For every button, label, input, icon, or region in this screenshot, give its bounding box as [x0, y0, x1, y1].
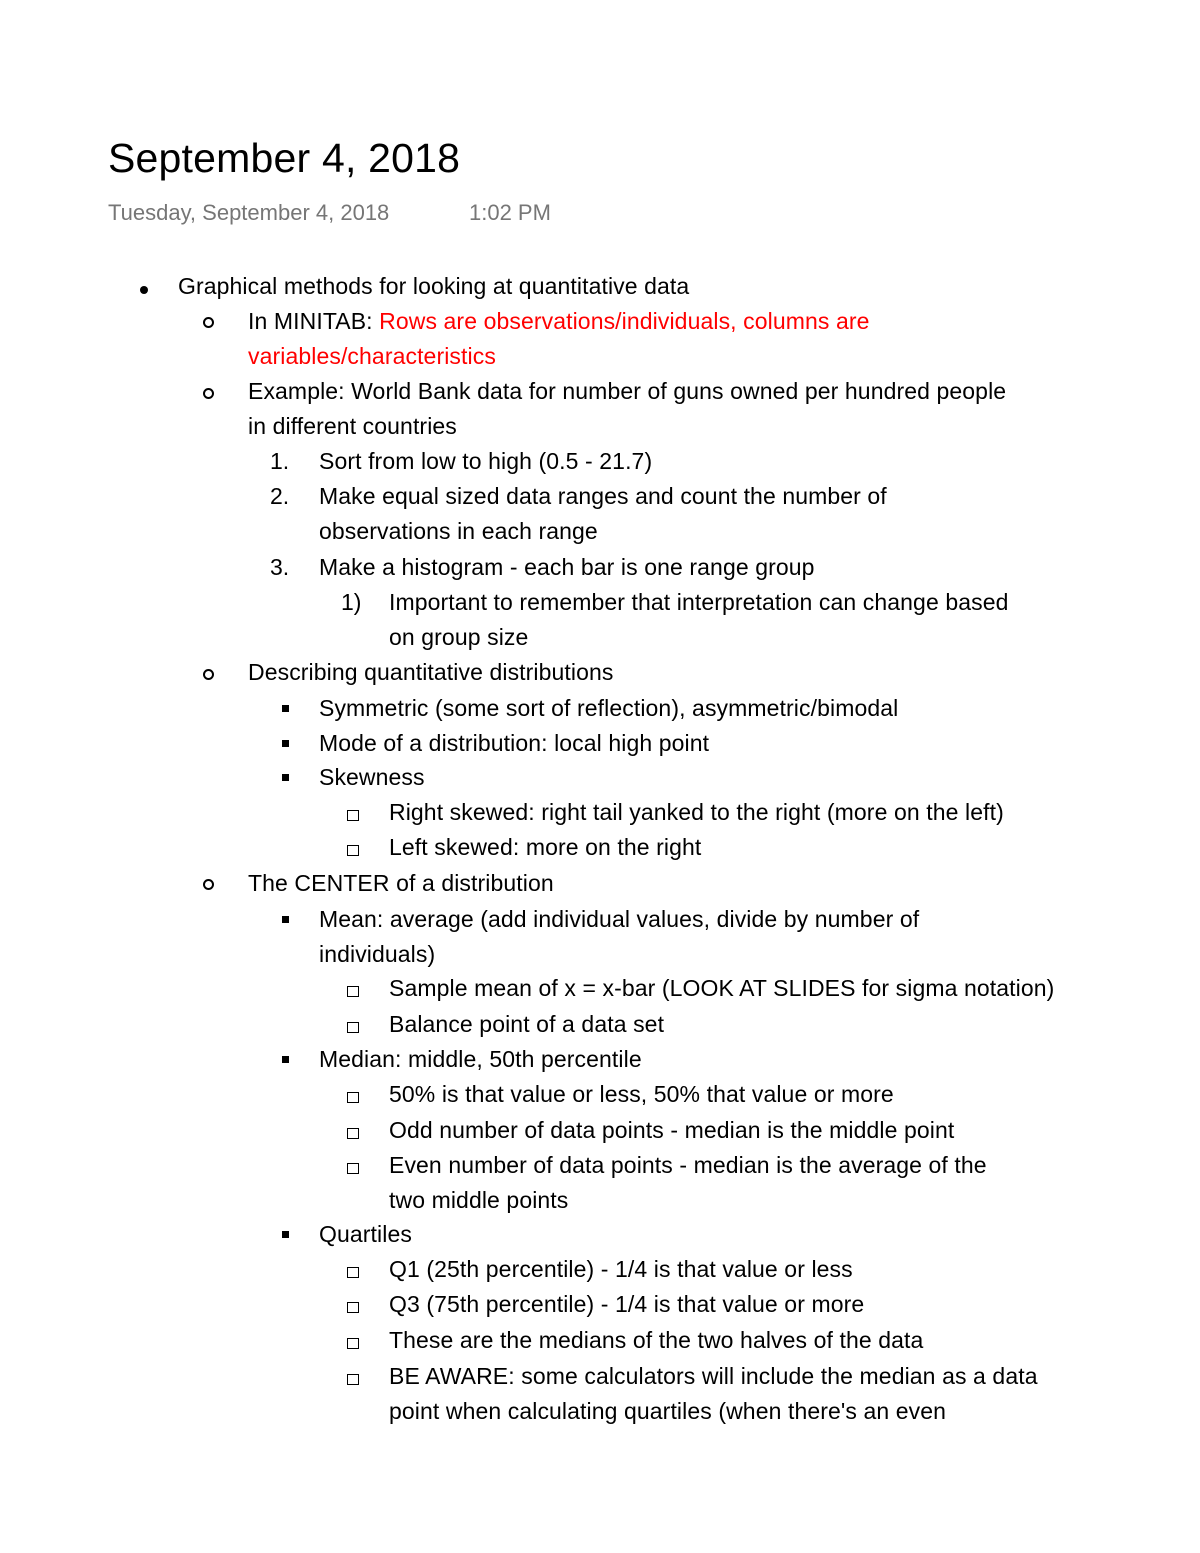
note-line: BE AWARE: some calculators will include the median as a data: [389, 1363, 1038, 1389]
bullet-circle-icon: [203, 317, 214, 328]
bullet-box-icon: [347, 1092, 359, 1103]
note-line: Even number of data points - median is the average of the: [389, 1152, 987, 1178]
note-time: 1:02 PM: [469, 200, 551, 225]
bullet-circle-icon: [203, 388, 214, 399]
note-line: Left skewed: more on the right: [389, 834, 702, 860]
bullet-circle-icon: [203, 879, 214, 890]
bullet-square-icon: [282, 705, 289, 712]
bullet-square-icon: [282, 1231, 289, 1238]
note-line: Sort from low to high (0.5 - 21.7): [319, 448, 653, 474]
note-date: Tuesday, September 4, 2018: [108, 200, 390, 225]
minitab-label: In MINITAB:: [248, 308, 380, 334]
bullet-box-icon: [347, 1267, 359, 1278]
note-line: in different countries: [248, 413, 457, 439]
minitab-highlight-continued: variables/characteristics: [248, 343, 496, 369]
bullet-disc-icon: [140, 286, 148, 294]
note-line: Graphical methods for looking at quantitative data: [178, 273, 690, 299]
note-line: Odd number of data points - median is the middle point: [389, 1117, 955, 1143]
step-number: 2.: [270, 483, 290, 509]
bullet-box-icon: [347, 1302, 359, 1313]
note-line: two middle points: [389, 1187, 569, 1213]
note-line: 50% is that value or less, 50% that value or more: [389, 1081, 894, 1107]
note-line: Skewness: [319, 764, 425, 790]
note-line: [248, 304, 870, 339]
note-line: Symmetric (some sort of reflection), asymmetric/bimodal: [319, 695, 899, 721]
bullet-square-icon: [282, 1056, 289, 1063]
note-line: Mean: average (add individual values, divide by number of: [319, 906, 920, 932]
note-line: These are the medians of the two halves of the data: [389, 1327, 924, 1353]
bullet-box-icon: [347, 1338, 359, 1349]
bullet-box-icon: [347, 1163, 359, 1174]
note-line: Right skewed: right tail yanked to the right (more on the left): [389, 799, 1004, 825]
note-line: observations in each range: [319, 518, 598, 544]
note-line: Make a histogram - each bar is one range group: [319, 554, 815, 580]
note-line: on group size: [389, 624, 529, 650]
bullet-box-icon: [347, 845, 359, 856]
note-line: The CENTER of a distribution: [248, 870, 554, 896]
note-line: point when calculating quartiles (when there's an even: [389, 1398, 947, 1424]
bullet-square-icon: [282, 774, 289, 781]
step-number: 1.: [270, 448, 290, 474]
minitab-highlight: Rows are observations/individuals, columns are: [379, 308, 870, 334]
note-line: Mode of a distribution: local high point: [319, 730, 710, 756]
bullet-box-icon: [347, 810, 359, 821]
note-line: Median: middle, 50th percentile: [319, 1046, 642, 1072]
note-line: Quartiles: [319, 1221, 412, 1247]
note-line: individuals): [319, 941, 436, 967]
step-number: 1): [341, 589, 362, 615]
bullet-box-icon: [347, 1128, 359, 1139]
note-line: Example: World Bank data for number of guns owned per hundred people: [248, 378, 1007, 404]
bullet-square-icon: [282, 740, 289, 747]
note-line: Important to remember that interpretation can change based: [389, 589, 1009, 615]
note-line: Sample mean of x = x-bar (LOOK AT SLIDES for sigma notation): [389, 975, 1055, 1001]
bullet-circle-icon: [203, 669, 214, 680]
note-line: Q1 (25th percentile) - 1/4 is that value or less: [389, 1256, 853, 1282]
bullet-box-icon: [347, 1022, 359, 1033]
note-line: Q3 (75th percentile) - 1/4 is that value or more: [389, 1291, 865, 1317]
bullet-box-icon: [347, 1374, 359, 1385]
note-line: Balance point of a data set: [389, 1011, 665, 1037]
bullet-square-icon: [282, 916, 289, 923]
page-title: September 4, 2018: [108, 135, 461, 181]
step-number: 3.: [270, 554, 290, 580]
note-line: Describing quantitative distributions: [248, 659, 614, 685]
note-line: Make equal sized data ranges and count the number of: [319, 483, 887, 509]
bullet-box-icon: [347, 986, 359, 997]
